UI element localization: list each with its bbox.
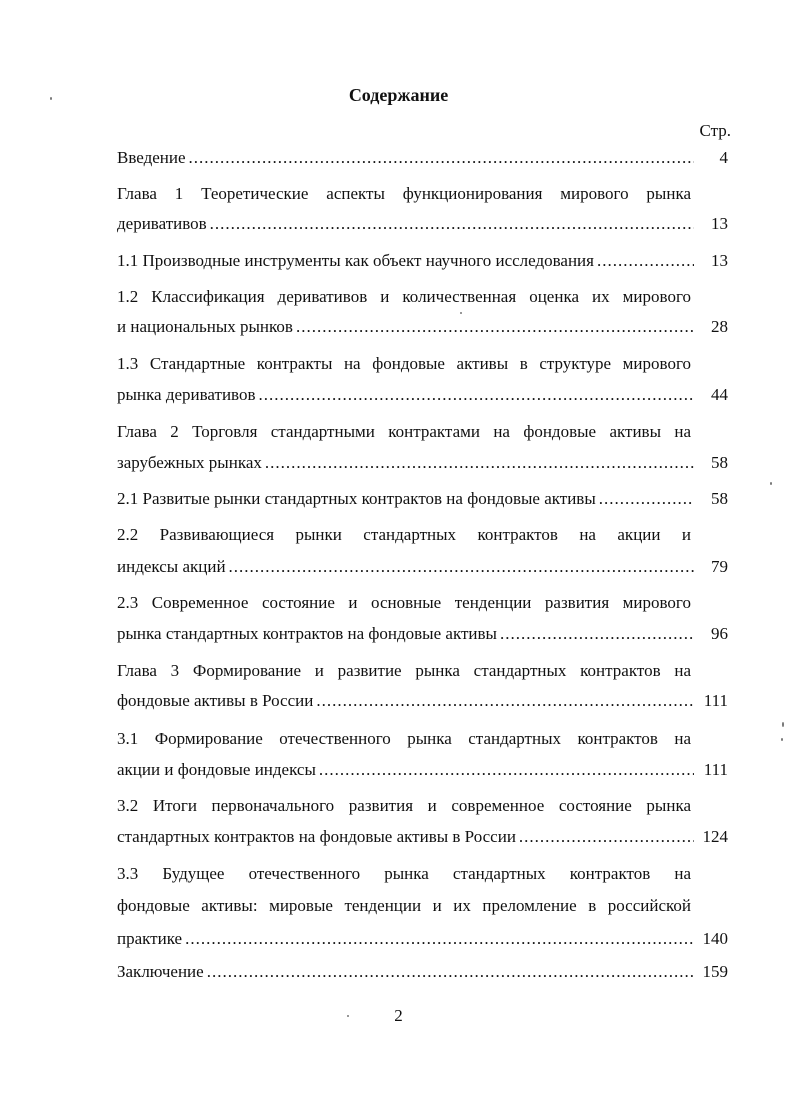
toc-entry-line: 3.3 Будущее отечественного рынка стандартных контрактов на — [117, 864, 691, 883]
toc-entry-line: 1.2 Классификация деривативов и количественная оценка их мирового — [117, 287, 691, 306]
toc-entry-line: 3.1 Формирование отечественного рынка стандартных контрактов на — [117, 729, 691, 748]
toc-entry-text: деривативов — [117, 214, 207, 233]
toc-entry-page: 13 — [711, 251, 728, 270]
toc-entry-text: фондовые активы в России — [117, 691, 314, 710]
toc-entry-section-1-3[interactable] — [117, 383, 728, 407]
toc-entry-page: 111 — [703, 691, 728, 710]
toc-entry-page: 13 — [711, 214, 728, 233]
toc-entry-chapter-3[interactable] — [117, 689, 728, 713]
scan-speck — [770, 482, 772, 485]
toc-entry-section-1-2[interactable] — [117, 315, 728, 339]
toc-dot-leader — [189, 146, 694, 170]
toc-dot-leader — [265, 451, 694, 475]
page-column-label: Стр. — [699, 121, 731, 140]
toc-entry-chapter-2[interactable] — [117, 451, 728, 475]
toc-entry-introduction[interactable] — [117, 146, 728, 170]
toc-entry-section-3-1[interactable] — [117, 758, 728, 782]
toc-entry-section-1-1[interactable] — [117, 249, 728, 273]
toc-entry-section-2-1[interactable] — [117, 487, 728, 511]
toc-entry-chapter-1[interactable] — [117, 212, 728, 236]
toc-entry-line: Глава 1 Теоретические аспекты функционирования мирового рынка — [117, 184, 691, 203]
toc-entry-text: Заключение — [117, 962, 204, 981]
toc-entry-page: 58 — [711, 489, 728, 508]
toc-dot-leader — [296, 315, 694, 339]
toc-entry-line: 2.2 Развивающиеся рынки стандартных контрактов на акции и — [117, 525, 691, 544]
toc-entry-page: 79 — [711, 557, 728, 576]
toc-entry-page: 140 — [702, 929, 728, 948]
scan-speck — [460, 312, 462, 314]
toc-entry-text: 1.1 Производные инструменты как объект научного исследования — [117, 251, 594, 270]
toc-entry-text: 2.1 Развитые рынки стандартных контрактов на фондовые активы — [117, 489, 596, 508]
toc-entry-line: 1.3 Стандартные контракты на фондовые активы в структуре мирового — [117, 354, 691, 373]
toc-entry-text: практике — [117, 929, 183, 948]
scan-speck — [782, 722, 784, 727]
page-title: Содержание — [348, 85, 449, 105]
toc-dot-leader — [185, 927, 694, 951]
toc-entry-page: 159 — [702, 962, 728, 981]
toc-dot-leader — [597, 249, 694, 273]
toc-entry-page: 58 — [711, 453, 728, 472]
toc-entry-section-3-3[interactable] — [117, 927, 728, 951]
scan-speck — [347, 1015, 349, 1017]
toc-dot-leader — [599, 487, 694, 511]
toc-entry-page: 44 — [711, 385, 728, 404]
toc-entry-line: 3.2 Итоги первоначального развития и современное состояние рынка — [117, 796, 691, 815]
toc-entry-line: Глава 3 Формирование и развитие рынка стандартных контрактов на — [117, 661, 691, 680]
toc-dot-leader — [319, 758, 694, 782]
toc-entry-line: Глава 2 Торговля стандартными контрактами на фондовые активы на — [117, 422, 691, 441]
toc-entry-page: 111 — [703, 760, 728, 779]
toc-entry-text: индексы акций — [117, 557, 226, 576]
toc-entry-line: фондовые активы: мировые тенденции и их преломление в российской — [117, 896, 691, 915]
toc-entry-text: и национальных рынков — [117, 317, 293, 336]
toc-entry-line: 2.3 Современное состояние и основные тенденции развития мирового — [117, 593, 691, 612]
toc-entry-text: рынка деривативов — [117, 385, 256, 404]
toc-entry-section-2-2[interactable] — [117, 555, 728, 579]
toc-entry-section-3-2[interactable] — [117, 825, 728, 849]
toc-entry-text: зарубежных рынках — [117, 453, 262, 472]
toc-dot-leader — [207, 960, 694, 984]
toc-dot-leader — [500, 622, 694, 646]
toc-entry-text: стандартных контрактов на фондовые активы в России — [117, 827, 516, 846]
toc-dot-leader — [258, 383, 694, 407]
toc-entry-text: Введение — [117, 148, 186, 167]
toc-entry-text: рынка стандартных контрактов на фондовые активы — [117, 624, 497, 643]
toc-dot-leader — [316, 689, 694, 713]
toc-entry-text: акции и фондовые индексы — [117, 760, 316, 779]
page-number: 2 — [394, 1006, 403, 1025]
toc-dot-leader — [519, 825, 694, 849]
toc-dot-leader — [229, 555, 694, 579]
toc-dot-leader — [210, 212, 694, 236]
toc-entry-page: 28 — [711, 317, 728, 336]
toc-entry-page: 124 — [702, 827, 728, 846]
toc-entry-conclusion[interactable] — [117, 960, 728, 984]
scan-speck — [50, 97, 52, 100]
toc-entry-page: 4 — [719, 148, 728, 167]
toc-entry-page: 96 — [711, 624, 728, 643]
scan-speck — [781, 738, 783, 741]
toc-entry-section-2-3[interactable] — [117, 622, 728, 646]
